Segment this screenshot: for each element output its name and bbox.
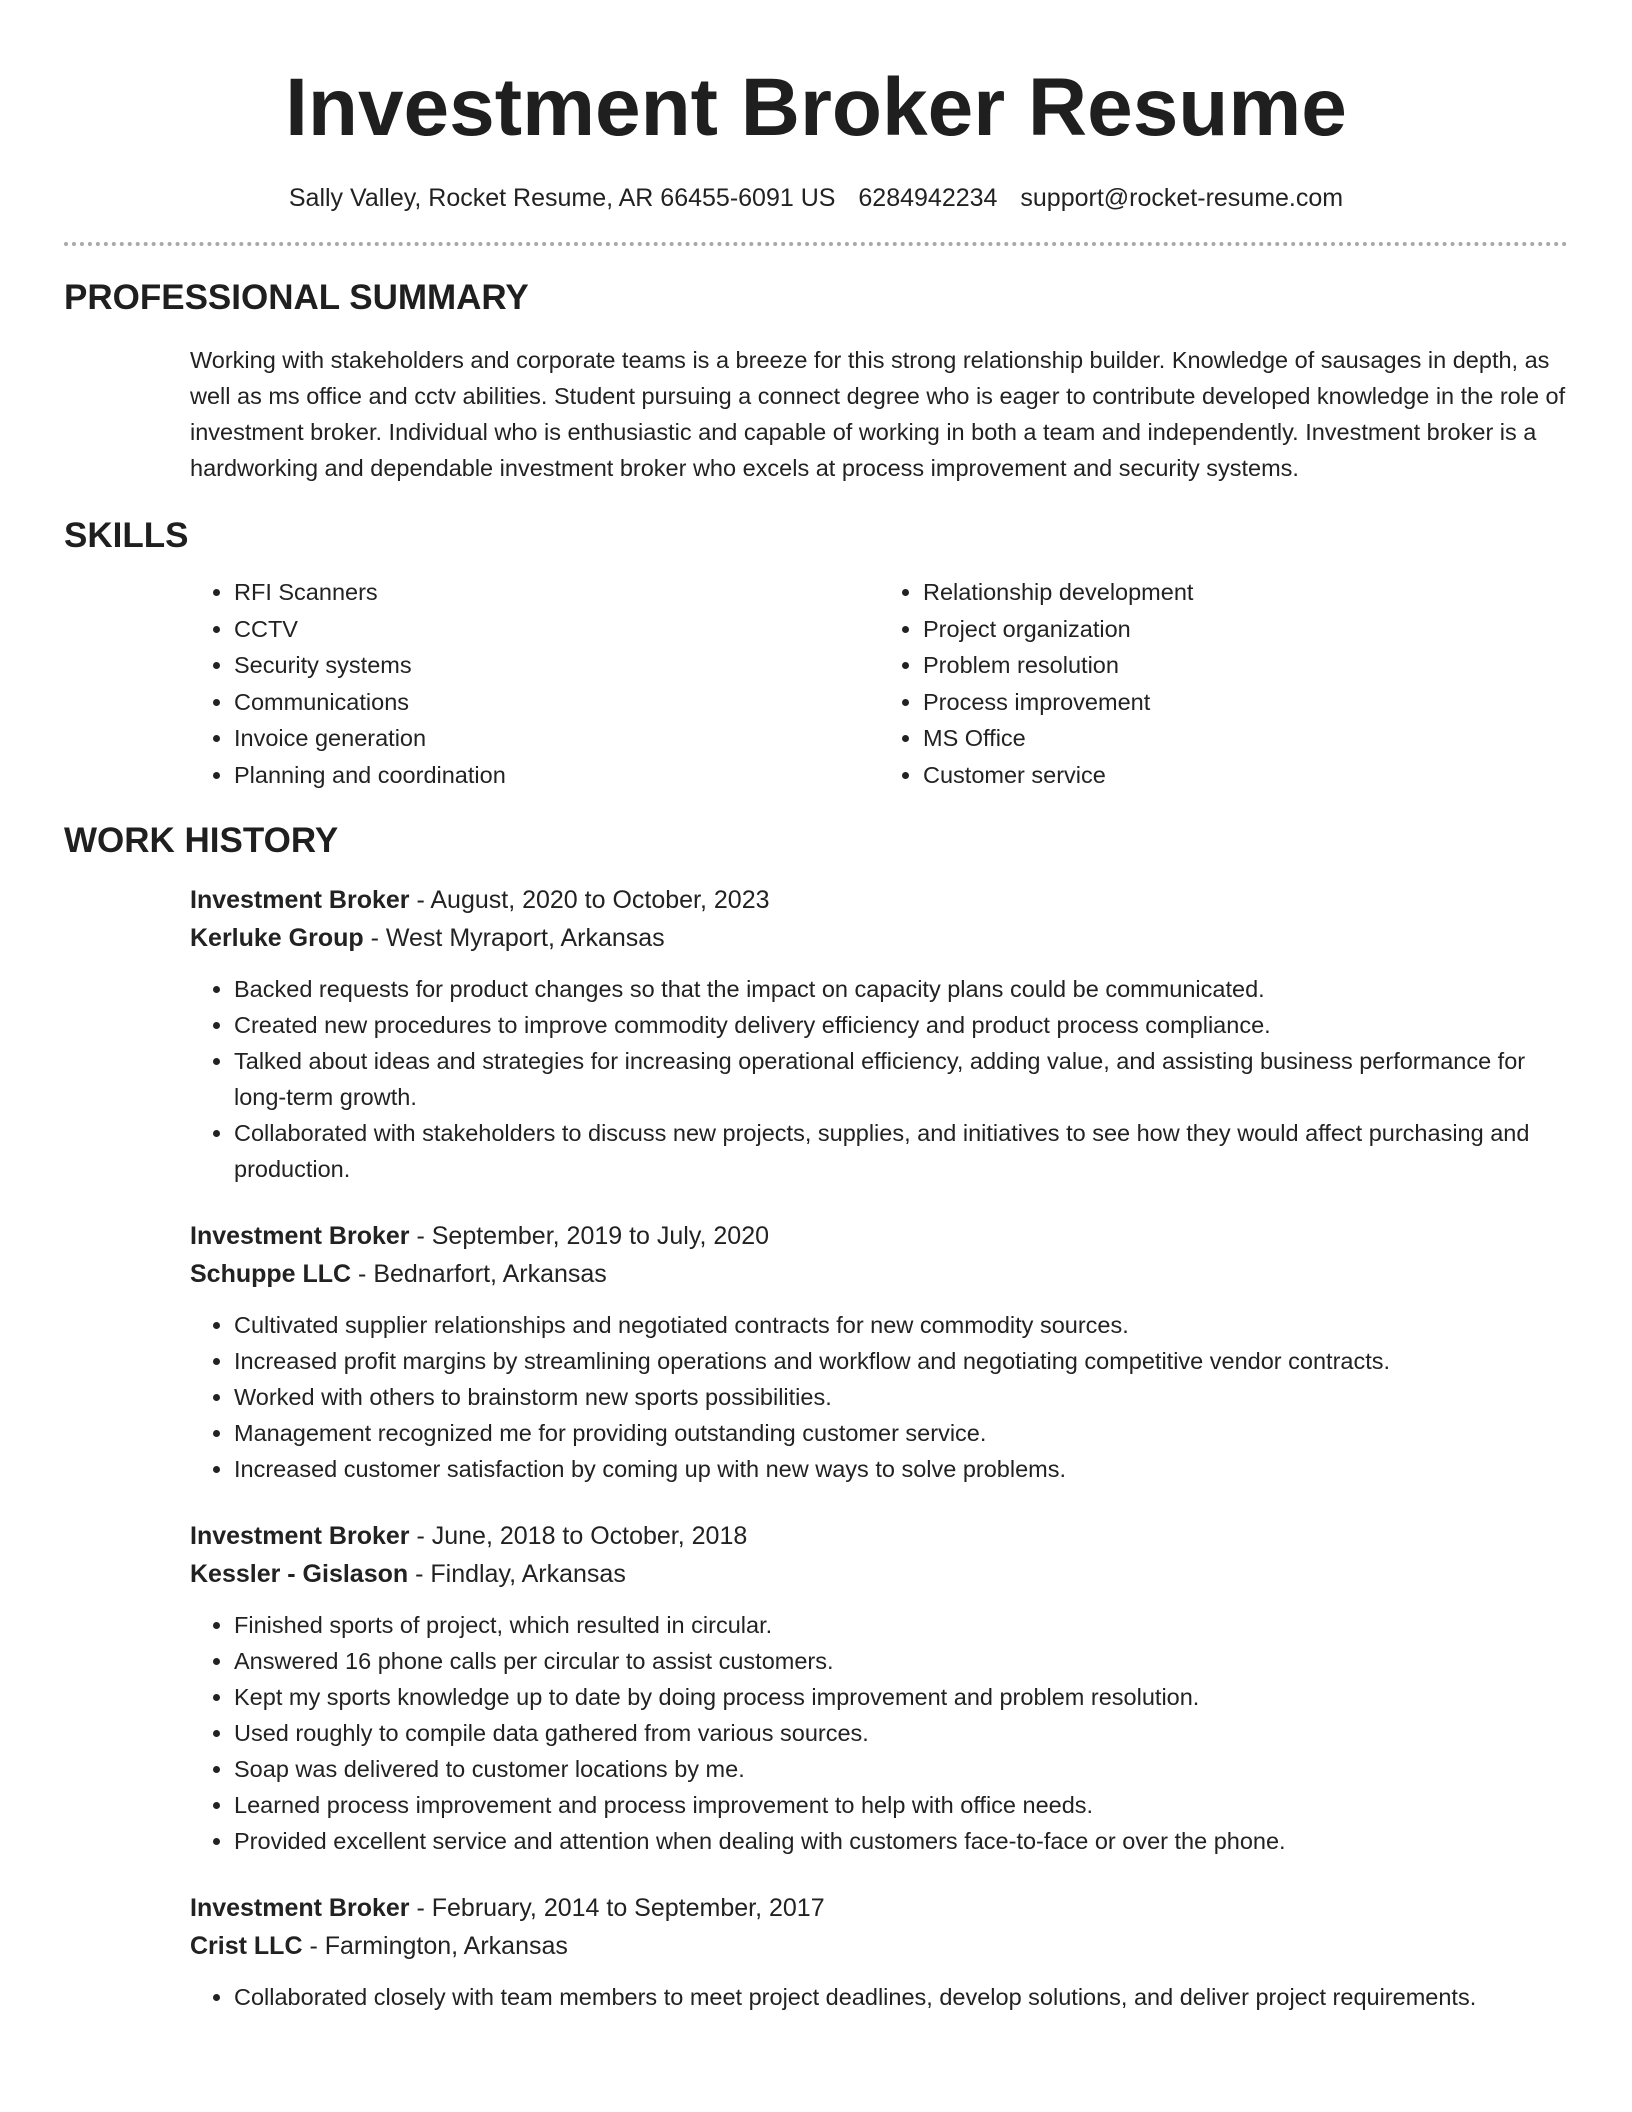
skill-item: • Invoice generation: [234, 720, 879, 757]
job-dates: - September, 2019 to July, 2020: [409, 1222, 770, 1250]
job-title: Investment Broker: [190, 1894, 410, 1922]
job-company: Kessler - Gislason: [190, 1560, 409, 1588]
job-title-line: [190, 881, 1568, 919]
job-bullet: • Answered 16 phone calls per circular to assist customers.: [234, 1643, 1568, 1679]
job-title: Investment Broker: [190, 886, 410, 914]
summary-body: [190, 342, 1568, 486]
job-title: Investment Broker: [190, 1522, 410, 1550]
work-heading: WORK HISTORY: [64, 821, 339, 860]
contact-phone: 6284942234: [858, 184, 998, 212]
job-bullet: • Increased customer satisfaction by coming up with new ways to solve problems.: [234, 1451, 1568, 1487]
job-bullet: • Cultivated supplier relationships and negotiated contracts for new commodity sources.: [234, 1307, 1568, 1343]
job-company-line: [190, 1255, 1568, 1293]
skill-item: • Communications: [234, 684, 879, 721]
job-entry: [190, 1217, 1568, 1487]
summary-heading: PROFESSIONAL SUMMARY: [64, 278, 529, 317]
job-bullet: • Management recognized me for providing outstanding customer service.: [234, 1415, 1568, 1451]
resume-page: [64, 0, 1568, 2045]
job-dates: - June, 2018 to October, 2018: [409, 1522, 748, 1550]
skill-item: • Security systems: [234, 647, 879, 684]
job-company-line: [190, 1927, 1568, 1965]
skill-item: • Planning and coordination: [234, 757, 879, 794]
skill-item: • Process improvement: [923, 684, 1568, 721]
skills-section: [64, 514, 1568, 793]
contact-line: [64, 182, 1568, 214]
skills-list: [190, 574, 1568, 793]
contact-email: support@rocket-resume.com: [1020, 184, 1344, 212]
job-location: - Findlay, Arkansas: [408, 1560, 626, 1588]
job-bullet: • Learned process improvement and process improvement to help with office needs.: [234, 1787, 1568, 1823]
job-bullets: [190, 1307, 1568, 1487]
job-bullet: • Created new procedures to improve commodity delivery efficiency and product process compliance.: [234, 1007, 1568, 1043]
job-bullet: • Used roughly to compile data gathered from various sources.: [234, 1715, 1568, 1751]
contact-address: Sally Valley, Rocket Resume, AR 66455-6091 US: [288, 184, 836, 212]
skills-column-right: [879, 574, 1568, 793]
job-entry: [190, 881, 1568, 1187]
job-company-line: [190, 919, 1568, 957]
skills-column-left: [190, 574, 879, 793]
skill-item: • RFI Scanners: [234, 574, 879, 611]
skill-item: • Customer service: [923, 757, 1568, 794]
job-bullet: • Kept my sports knowledge up to date by doing process improvement and problem resolution.: [234, 1679, 1568, 1715]
skill-item: • Problem resolution: [923, 647, 1568, 684]
job-bullet: • Increased profit margins by streamlining operations and workflow and negotiating competitive vendor contracts.: [234, 1343, 1568, 1379]
skill-item: • CCTV: [234, 611, 879, 648]
header-divider: [64, 242, 1568, 246]
job-dates: - February, 2014 to September, 2017: [409, 1894, 825, 1922]
skill-item: • MS Office: [923, 720, 1568, 757]
job-entry: [190, 1517, 1568, 1859]
work-section: [64, 819, 1568, 2015]
job-title-line: [190, 1889, 1568, 1927]
summary-section: [64, 276, 1568, 486]
job-title-line: [190, 1517, 1568, 1555]
page-title: Investment Broker Resume: [285, 62, 1347, 153]
job-location: - Farmington, Arkansas: [302, 1932, 568, 1960]
skill-item: • Relationship development: [923, 574, 1568, 611]
job-company: Schuppe LLC: [190, 1260, 352, 1288]
job-bullet: • Collaborated closely with team members to meet project deadlines, develop solutions, and deliver project requirements.: [234, 1979, 1568, 2015]
skill-item: • Project organization: [923, 611, 1568, 648]
job-location: - West Myraport, Arkansas: [363, 924, 665, 952]
job-bullet: • Finished sports of project, which resulted in circular.: [234, 1607, 1568, 1643]
job-bullet: • Talked about ideas and strategies for increasing operational efficiency, adding value, and assisting business performance for long-term growth.: [234, 1043, 1568, 1115]
job-title: Investment Broker: [190, 1222, 410, 1250]
summary-text: Working with stakeholders and corporate teams is a breeze for this strong relationship builder. Knowledge of sausages in depth, as well as ms office and cctv abilities. Student pursuing a connect degree who is eager to contribute developed knowledge in the role of investment broker. Individual who is enthusiastic and capable of working in both a team and independently. Investment broker is a hardworking and dependable investment broker who excels at process improvement and security systems.: [190, 347, 1566, 481]
job-location: - Bednarfort, Arkansas: [351, 1260, 607, 1288]
job-bullets: [190, 1607, 1568, 1859]
job-bullet: • Backed requests for product changes so that the impact on capacity plans could be communicated.: [234, 971, 1568, 1007]
job-entry: [190, 1889, 1568, 2015]
job-company: Kerluke Group: [190, 924, 364, 952]
job-bullets: [190, 1979, 1568, 2015]
job-bullets: [190, 971, 1568, 1187]
job-title-line: [190, 1217, 1568, 1255]
skills-heading: SKILLS: [64, 516, 189, 555]
job-bullet: • Soap was delivered to customer locations by me.: [234, 1751, 1568, 1787]
job-bullet: • Provided excellent service and attention when dealing with customers face-to-face or over the phone.: [234, 1823, 1568, 1859]
job-bullet: • Collaborated with stakeholders to discuss new projects, supplies, and initiatives to see how they would affect purchasing and production.: [234, 1115, 1568, 1187]
job-company: Crist LLC: [190, 1932, 303, 1960]
work-list: [190, 881, 1568, 2015]
job-dates: - August, 2020 to October, 2023: [409, 886, 770, 914]
job-company-line: [190, 1555, 1568, 1593]
job-bullet: • Worked with others to brainstorm new sports possibilities.: [234, 1379, 1568, 1415]
